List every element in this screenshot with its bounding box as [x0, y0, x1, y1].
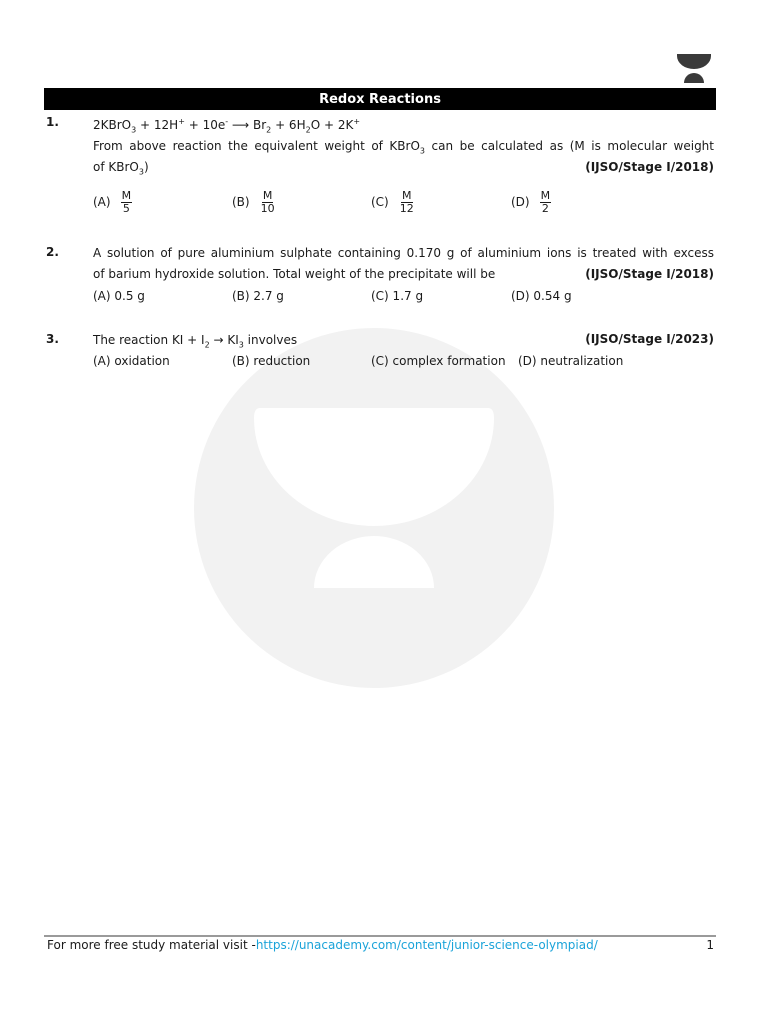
question-1-option-a: (A) $\frac{M}{5}$ — [93, 188, 132, 215]
question-number: 3. — [46, 332, 59, 346]
question-1-option-c: (C) $\frac{M}{12}$ — [371, 188, 414, 215]
question-3-source: (IJSO/Stage I/2023) — [585, 332, 714, 346]
question-1-option-d: (D) $\frac{M}{2}$ — [511, 188, 551, 215]
question-1-text: From above reaction the equivalent weight of KBrO$_3$ can be calculated as (M is molecular weight — [93, 139, 714, 156]
question-3-text: The reaction KI + $I_2 \to KI_3$ involves — [93, 333, 298, 350]
question-3-option-d: (D) neutralization — [518, 354, 624, 368]
watermark-logo-icon — [194, 328, 554, 688]
question-number: 1. — [46, 115, 59, 129]
question-2-option-d: (D) 0.54 g — [511, 289, 572, 303]
question-2-text-cont: of barium hydroxide solution. Total weight of the precipitate will be — [93, 267, 496, 281]
footer-link[interactable]: https://unacademy.com/content/junior-science-olympiad/ — [255, 938, 598, 952]
question-2-source: (IJSO/Stage I/2018) — [585, 267, 714, 281]
footer-text: For more free study material visit -https://unacademy.com/content/junior-science-olympiad/ — [47, 938, 598, 952]
question-3-option-a: (A) oxidation — [93, 354, 170, 368]
question-1-source: (IJSO/Stage I/2018) — [585, 160, 714, 174]
page-number: 1 — [706, 938, 714, 952]
question-1-equation: 2KBrO$_3$ + 12H+ + 10e- ⟶ $Br_2 + 6H_2O + 2K^+$ — [93, 117, 361, 135]
question-2-option-a: (A) 0.5 g — [93, 289, 145, 303]
page-title: Redox Reactions — [44, 88, 716, 110]
question-2-text: A solution of pure aluminium sulphate containing 0.170 g of aluminium ions is treated with excess — [93, 246, 714, 260]
question-1-option-b: (B) $\frac{M}{10}$ — [232, 188, 275, 215]
question-number: 2. — [46, 245, 59, 259]
unacademy-logo-icon — [676, 53, 712, 83]
question-2-option-c: (C) 1.7 g — [371, 289, 424, 303]
question-3-option-c: (C) complex formation — [371, 354, 506, 368]
question-3-option-b: (B) reduction — [232, 354, 311, 368]
question-1-text-cont: of KBrO$_3$) — [93, 160, 149, 177]
question-2-option-b: (B) 2.7 g — [232, 289, 284, 303]
